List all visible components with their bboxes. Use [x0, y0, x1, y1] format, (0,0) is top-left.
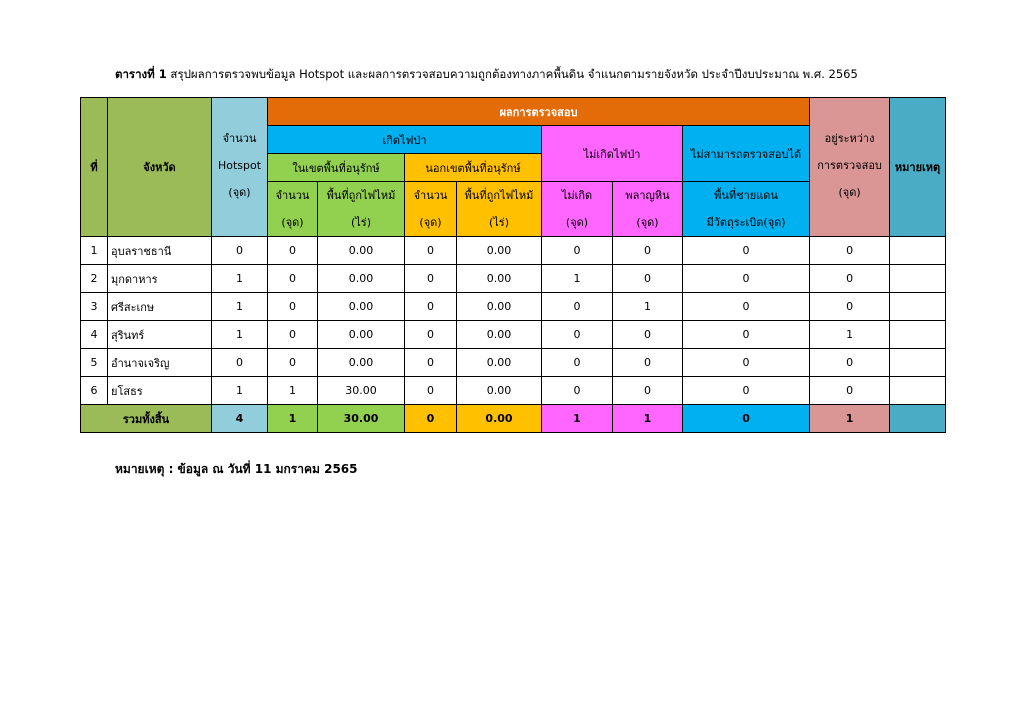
row-province: อำนาจเจริญ [108, 349, 212, 377]
col-header-out-area [457, 182, 542, 237]
row-remark [890, 237, 946, 265]
footnote: หมายเหตุ : ข้อมูล ณ วันที่ 11 มกราคม 2565 [115, 462, 358, 476]
row-in-count: 0 [268, 349, 318, 377]
table-row [81, 237, 946, 265]
row-rock: 1 [613, 293, 683, 321]
row-province: อุบลราชธานี [108, 237, 212, 265]
col-header-hotspot [212, 98, 268, 237]
row-remark [890, 377, 946, 405]
caption-text: สรุปผลการตรวจพบข้อมูล Hotspot และผลการตรวจสอบความถูกต้องทางภาคพื้นดิน จำแนกตามรายจังหวัด ประจำปีงบประมาณ พ.ศ. 2565 [170, 67, 858, 81]
out-count-label: จำนวน [413, 189, 448, 202]
col-header-outside: นอกเขตพื้นที่อนุรักษ์ [405, 154, 542, 182]
row-not-occur: 0 [542, 377, 613, 405]
total-row [81, 405, 946, 433]
table-row [81, 293, 946, 321]
table-caption [115, 66, 858, 84]
row-province: มุกดาหาร [108, 265, 212, 293]
table-body [81, 237, 946, 405]
row-no: 5 [81, 349, 108, 377]
total-not-occur: 1 [542, 405, 613, 433]
row-not-occur: 0 [542, 293, 613, 321]
col-header-remark: หมายเหตุ [890, 98, 946, 237]
row-pending: 1 [810, 321, 890, 349]
col-header-inside: ในเขตพื้นที่อนุรักษ์ [268, 154, 405, 182]
row-no: 3 [81, 293, 108, 321]
row-not-occur: 0 [542, 237, 613, 265]
table-row [81, 265, 946, 293]
row-out-area: 0.00 [457, 349, 542, 377]
total-in-area: 30.00 [318, 405, 405, 433]
total-remark [890, 405, 946, 433]
row-rock: 0 [613, 349, 683, 377]
out-area-unit: (ไร่) [488, 216, 510, 229]
row-pending: 0 [810, 237, 890, 265]
row-out-count: 0 [405, 321, 457, 349]
in-area-label: พื้นที่ถูกไฟไหม้ [326, 189, 396, 202]
row-out-count: 0 [405, 265, 457, 293]
row-in-area: 0.00 [318, 321, 405, 349]
border-label-line1: พื้นที่ชายแดน [714, 189, 778, 202]
row-border: 0 [683, 349, 810, 377]
total-hotspot: 4 [212, 405, 268, 433]
row-hotspot: 1 [212, 293, 268, 321]
border-label-line2: มีวัตถุระเบิด(จุด) [706, 216, 786, 229]
pending-header-line3: (จุด) [838, 186, 861, 199]
col-header-not-occur [542, 182, 613, 237]
row-border: 0 [683, 293, 810, 321]
in-count-label: จำนวน [275, 189, 310, 202]
row-in-count: 1 [268, 377, 318, 405]
hotspot-summary-table [80, 97, 946, 433]
row-remark [890, 265, 946, 293]
row-remark [890, 321, 946, 349]
hotspot-header-line2: Hotspot [217, 159, 262, 172]
total-rock: 1 [613, 405, 683, 433]
col-header-unverifiable: ไม่สามารถตรวจสอบได้ [683, 126, 810, 182]
row-out-area: 0.00 [457, 377, 542, 405]
row-in-area: 0.00 [318, 349, 405, 377]
row-out-area: 0.00 [457, 321, 542, 349]
not-occur-label: ไม่เกิด [561, 189, 593, 202]
rock-unit: (จุด) [636, 216, 659, 229]
row-out-count: 0 [405, 349, 457, 377]
row-in-area: 0.00 [318, 237, 405, 265]
col-header-pending [810, 98, 890, 237]
row-hotspot: 1 [212, 377, 268, 405]
out-count-unit: (จุด) [419, 216, 442, 229]
col-header-in-count [268, 182, 318, 237]
col-header-rock [613, 182, 683, 237]
table-row [81, 349, 946, 377]
hotspot-header-line3: (จุด) [228, 186, 251, 199]
total-border: 0 [683, 405, 810, 433]
col-header-no: ที่ [81, 98, 108, 237]
row-province: ยโสธร [108, 377, 212, 405]
row-no: 6 [81, 377, 108, 405]
col-header-border [683, 182, 810, 237]
total-out-count: 0 [405, 405, 457, 433]
row-in-count: 0 [268, 265, 318, 293]
col-header-province: จังหวัด [108, 98, 212, 237]
col-header-fire: เกิดไฟป่า [268, 126, 542, 154]
row-pending: 0 [810, 293, 890, 321]
row-in-area: 0.00 [318, 293, 405, 321]
row-pending: 0 [810, 265, 890, 293]
pending-header-line2: การตรวจสอบ [817, 159, 882, 172]
row-no: 4 [81, 321, 108, 349]
out-area-label: พื้นที่ถูกไฟไหม้ [464, 189, 534, 202]
row-rock: 0 [613, 377, 683, 405]
col-header-in-area [318, 182, 405, 237]
row-no: 1 [81, 237, 108, 265]
row-rock: 0 [613, 237, 683, 265]
pending-header-line1: อยู่ระหว่าง [824, 132, 875, 145]
row-out-count: 0 [405, 377, 457, 405]
in-count-unit: (จุด) [281, 216, 304, 229]
in-area-unit: (ไร่) [350, 216, 372, 229]
rock-label: พลาญหิน [625, 189, 670, 202]
col-header-result: ผลการตรวจสอบ [268, 98, 810, 126]
row-pending: 0 [810, 349, 890, 377]
row-province: สุรินทร์ [108, 321, 212, 349]
row-out-count: 0 [405, 293, 457, 321]
table-row [81, 321, 946, 349]
row-border: 0 [683, 265, 810, 293]
row-hotspot: 1 [212, 265, 268, 293]
row-in-count: 0 [268, 321, 318, 349]
row-out-area: 0.00 [457, 265, 542, 293]
row-not-occur: 1 [542, 265, 613, 293]
row-hotspot: 0 [212, 237, 268, 265]
col-header-no-fire: ไม่เกิดไฟป่า [542, 126, 683, 182]
total-label: รวมทั้งสิ้น [81, 405, 212, 433]
row-pending: 0 [810, 377, 890, 405]
row-in-area: 0.00 [318, 265, 405, 293]
row-no: 2 [81, 265, 108, 293]
row-not-occur: 0 [542, 349, 613, 377]
col-header-out-count [405, 182, 457, 237]
row-remark [890, 293, 946, 321]
hotspot-header-line1: จำนวน [222, 132, 257, 145]
row-in-count: 0 [268, 237, 318, 265]
table-row [81, 377, 946, 405]
row-province: ศรีสะเกษ [108, 293, 212, 321]
row-hotspot: 0 [212, 349, 268, 377]
row-in-area: 30.00 [318, 377, 405, 405]
header-row-1 [81, 98, 946, 126]
row-rock: 0 [613, 265, 683, 293]
row-border: 0 [683, 321, 810, 349]
caption-label: ตารางที่ 1 [115, 67, 167, 81]
row-border: 0 [683, 237, 810, 265]
row-not-occur: 0 [542, 321, 613, 349]
row-out-count: 0 [405, 237, 457, 265]
row-remark [890, 349, 946, 377]
row-rock: 0 [613, 321, 683, 349]
row-in-count: 0 [268, 293, 318, 321]
row-hotspot: 1 [212, 321, 268, 349]
total-pending: 1 [810, 405, 890, 433]
row-border: 0 [683, 377, 810, 405]
row-out-area: 0.00 [457, 293, 542, 321]
total-in-count: 1 [268, 405, 318, 433]
not-occur-unit: (จุด) [565, 216, 589, 229]
row-out-area: 0.00 [457, 237, 542, 265]
total-out-area: 0.00 [457, 405, 542, 433]
